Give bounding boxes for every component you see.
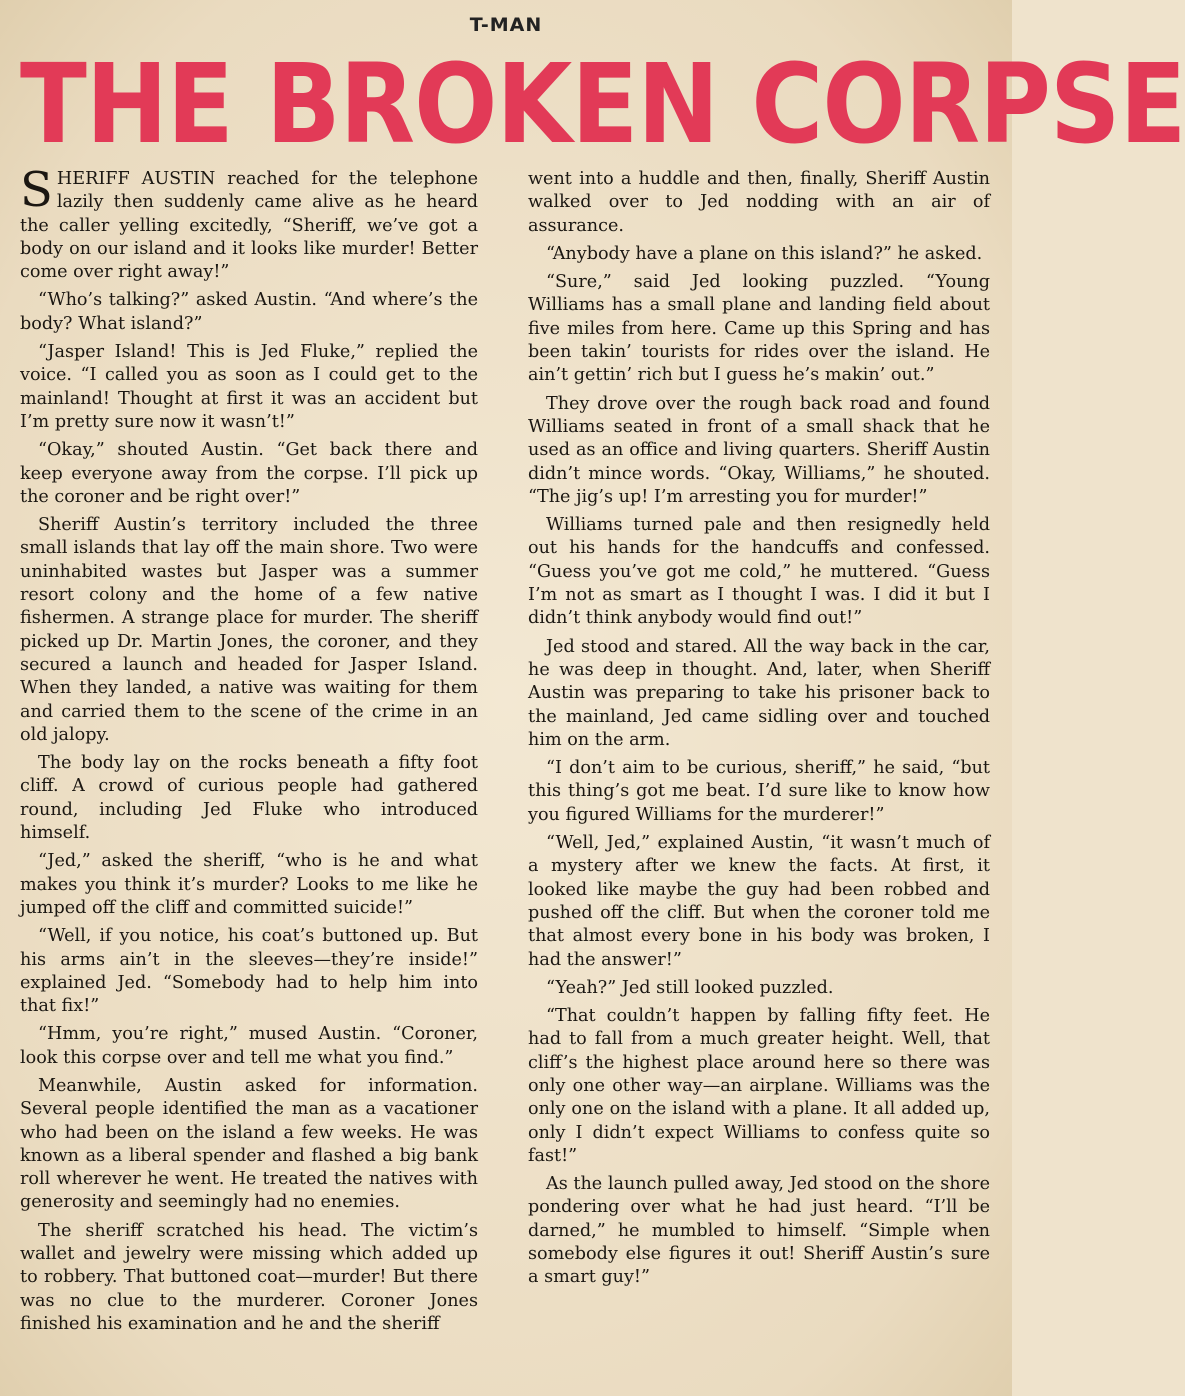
story-column-right (528, 168, 990, 1295)
story-paragraph: The body lay on the rocks beneath a fifty foot cliff. A crowd of curious people had gathered round, including Jed Fluke who introduced himself. (20, 753, 478, 844)
story-paragraph: “Well, if you notice, his coat’s buttoned up. But his arms ain’t in the sleeves—they’re inside!” explained Jed. “Somebody had to help him into that fix!” (20, 926, 478, 1017)
story-paragraph: “Okay,” shouted Austin. “Get back there and keep everyone away from the corpse. I’ll pick up the coroner and be right over!” (20, 440, 478, 507)
story-paragraph: Meanwhile, Austin asked for information. Several people identified the man as a vacationer who had been on the island a few weeks. He was known as a liberal spender and flashed a big bank roll wherever he went. He treated the natives with generosity and seemingly had no enemies. (20, 1075, 478, 1213)
first-paragraph-text: HERIFF AUSTIN reached for the telephone lazily then suddenly came alive as he heard the caller yelling excitedly, “Sheriff, we’ve got a body on our island and it looks like murder! Better come over right away!” (20, 169, 478, 283)
story-paragraph: Jed stood and stared. All the way back in the car, he was deep in thought. And, later, when Sheriff Austin was preparing to take his prisoner back to the mainland, Jed came sidling over and touched him on the arm. (528, 636, 990, 750)
story-paragraph-continued: went into a huddle and then, finally, Sheriff Austin walked over to Jed nodding with an air of assurance. (528, 169, 990, 236)
story-title: THE BROKEN CORPSE (20, 41, 1185, 170)
story-paragraph: Williams turned pale and then resignedly held out his hands for the handcuffs and confessed. “Guess you’ve got me cold,” he muttered. “Guess I’m not as smart as I thought I was. I did it but I didn’t think anybody would find out!” (528, 515, 990, 629)
story-column-left (20, 162, 478, 1341)
story-paragraph: “I don’t aim to be curious, sheriff,” he said, “but this thing’s got me beat. I’d sure like to know how you figured Williams for the murderer!” (528, 758, 990, 825)
story-paragraph: They drove over the rough back road and found Williams seated in front of a small shack that he used as an office and living quarters. Sheriff Austin didn’t mince words. “Okay, Williams,” he shouted. “The jig’s up! I’m arresting you for murder!” (528, 393, 990, 507)
story-paragraph: “Jasper Island! This is Jed Fluke,” replied the voice. “I called you as soon as I could get to the mainland! Thought at first it was an accident but I’m pretty sure now it wasn’t!” (20, 342, 478, 432)
story-paragraph: The sheriff scratched his head. The victim’s wallet and jewelry were missing which added up to robbery. That buttoned coat—murder! But there was no clue to the murderer. Coroner Jones finished his examination and he and the sheriff (20, 1220, 478, 1334)
story-paragraph (20, 162, 478, 284)
story-paragraph: “Sure,” said Jed looking puzzled. “Young Williams has a small plane and landing field about five miles from here. Came up this Spring and has been takin’ tourists for rides over the island. He ain’t gettin’ rich but I guess he’s makin’ out.” (528, 272, 990, 386)
story-paragraph: “Anybody have a plane on this island?” he asked. (546, 243, 983, 264)
story-paragraph: Sheriff Austin’s territory included the three small islands that lay off the main shore. Two were uninhabited wastes but Jasper was a summer resort colony and the home of a few native fishermen. A strange place for murder. The sheriff picked up Dr. Martin Jones, the coroner, and they secured a launch and headed for Jasper Island. When they landed, a native was waiting for them and carried them to the scene of the crime in an old jalopy. (20, 515, 478, 745)
drop-cap: S (20, 162, 53, 218)
story-paragraph: As the launch pulled away, Jed stood on the shore pondering over what he had just heard. “I’ll be darned,” he mumbled to himself. “Simple when somebody else figures it out! Sheriff Austin’s sure a smart guy!” (528, 1174, 990, 1288)
story-paragraph: “Yeah?” Jed still looked puzzled. (546, 977, 834, 998)
story-paragraph: “Well, Jed,” explained Austin, “it wasn’t much of a mystery after we knew the facts. At first, it looked like maybe the guy had been robbed and pushed off the cliff. But when the coroner told me that almost every bone in his body was broken, I had the answer!” (528, 833, 990, 970)
story-paragraph: “Who’s talking?” asked Austin. “And where’s the body? What island?” (20, 290, 478, 334)
comic-series-header: T-MAN (469, 14, 543, 36)
story-paragraph: “Jed,” asked the sheriff, “who is he and what makes you think it’s murder? Looks to me like he jumped off the cliff and committed suicide!” (20, 851, 478, 918)
story-paragraph: “That couldn’t happen by falling fifty feet. He had to fall from a much greater height. Well, that cliff’s the highest place around here so there was only one other way—an airplane. Williams was the only one on the island with a plane. It all added up, only I didn’t expect Williams to confess quite so fast!” (528, 1006, 990, 1166)
story-paragraph: “Hmm, you’re right,” mused Austin. “Coroner, look this corpse over and tell me what you find.” (20, 1024, 478, 1068)
